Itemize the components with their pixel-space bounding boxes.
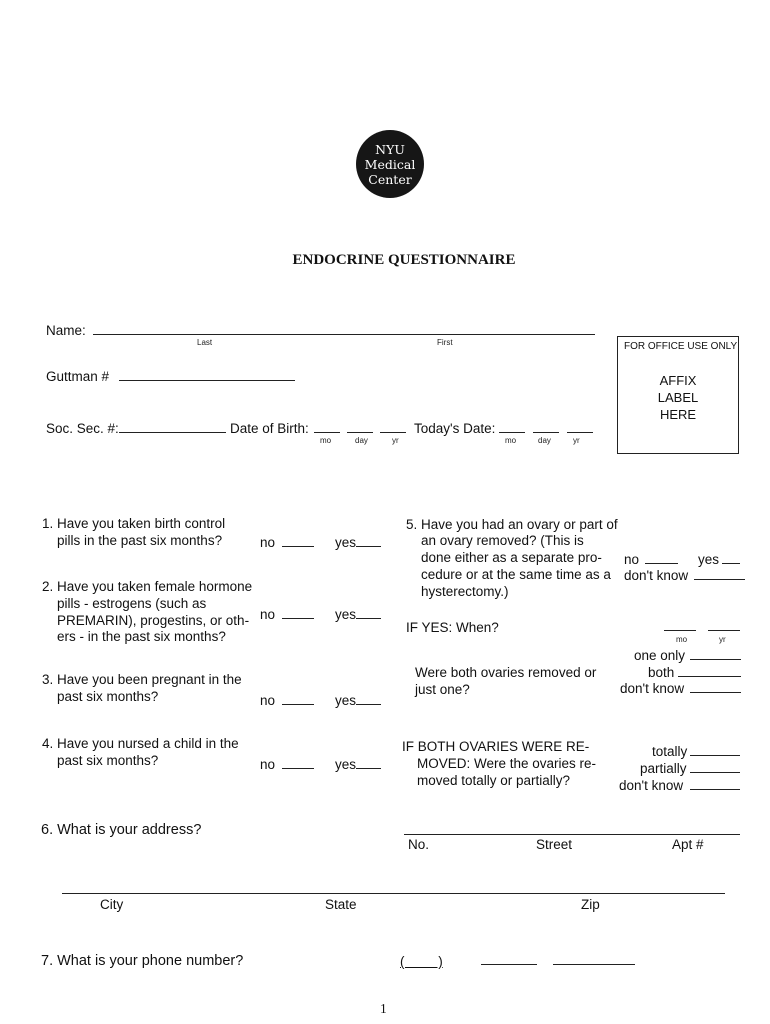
- when-year-field[interactable]: [708, 630, 740, 631]
- q4-yes-field[interactable]: [356, 768, 381, 769]
- address-state-caption: State: [325, 897, 357, 912]
- q2-no-label: no: [260, 607, 276, 622]
- ssn-label: Soc. Sec. #:: [46, 421, 119, 436]
- q4-no-label: no: [260, 757, 276, 772]
- both-q-line-2: just one?: [415, 682, 470, 697]
- dob-label: Date of Birth:: [230, 421, 309, 436]
- q1-yes-field[interactable]: [356, 546, 381, 547]
- page-title: ENDOCRINE QUESTIONNAIRE: [292, 252, 516, 268]
- q3-no-label: no: [260, 693, 276, 708]
- removal-dont-know-field[interactable]: [690, 789, 740, 790]
- today-label: Today's Date:: [414, 421, 496, 436]
- today-year-field[interactable]: [567, 432, 593, 433]
- when-mo-caption: mo: [676, 635, 688, 644]
- q3-yes-label: yes: [335, 693, 357, 708]
- dob-yr-caption: yr: [392, 436, 399, 445]
- dob-month-field[interactable]: [314, 432, 340, 433]
- one-only-field[interactable]: [690, 659, 741, 660]
- first-caption: First: [437, 338, 453, 347]
- q2-line-3: PREMARIN), progestins, or oth-: [57, 613, 250, 628]
- here-text: HERE: [659, 407, 697, 422]
- q7-label: 7. What is your phone number?: [41, 953, 244, 969]
- q1-line-2: pills in the past six months?: [57, 533, 223, 548]
- removal-dont-know-label: don't know: [619, 778, 684, 793]
- q3-line-2: past six months?: [57, 689, 159, 704]
- office-use-header: FOR OFFICE USE ONLY: [624, 341, 738, 352]
- q2-yes-label: yes: [335, 607, 357, 622]
- q1-line-1: 1. Have you taken birth control: [42, 516, 226, 531]
- q5-dont-know-field[interactable]: [694, 579, 745, 580]
- dob-year-field[interactable]: [380, 432, 406, 433]
- q3-no-field[interactable]: [282, 704, 314, 705]
- page-number: 1: [380, 1001, 387, 1016]
- address-no-caption: No.: [408, 837, 430, 852]
- partially-field[interactable]: [690, 772, 740, 773]
- q3-yes-field[interactable]: [356, 704, 381, 705]
- if-both-line-2: MOVED: Were the ovaries re-: [417, 756, 597, 771]
- today-day-field[interactable]: [533, 432, 559, 433]
- q5-yes-field[interactable]: [722, 563, 740, 564]
- dob-day-caption: day: [355, 436, 368, 445]
- today-yr-caption: yr: [573, 436, 580, 445]
- ssn-field[interactable]: [119, 432, 226, 433]
- address-street-field[interactable]: [404, 834, 740, 835]
- address-city-caption: City: [100, 897, 124, 912]
- today-month-field[interactable]: [499, 432, 525, 433]
- address-apt-caption: Apt #: [672, 837, 704, 852]
- address-city-field[interactable]: [62, 893, 725, 894]
- today-mo-caption: mo: [505, 436, 517, 445]
- both-q-line-1: Were both ovaries removed or: [415, 665, 597, 680]
- both-dont-know-label: don't know: [620, 681, 685, 696]
- phone-line-field[interactable]: [553, 964, 635, 965]
- one-only-label: one only: [634, 648, 686, 663]
- q1-no-label: no: [260, 535, 276, 550]
- dob-mo-caption: mo: [320, 436, 332, 445]
- if-both-line-1: IF BOTH OVARIES WERE RE-: [402, 739, 590, 754]
- q5-dont-know-label: don't know: [624, 568, 689, 583]
- nyu-medical-center-logo: [356, 130, 424, 198]
- phone-area-code-field[interactable]: ( ): [400, 954, 443, 969]
- q5-line-5: hysterectomy.): [421, 584, 509, 599]
- q4-line-1: 4. Have you nursed a child in the: [42, 736, 239, 751]
- both-field[interactable]: [678, 676, 741, 677]
- q5-no-label: no: [624, 552, 640, 567]
- totally-field[interactable]: [690, 755, 740, 756]
- q2-no-field[interactable]: [282, 618, 314, 619]
- q2-line-1: 2. Have you taken female hormone: [42, 579, 253, 594]
- both-dont-know-field[interactable]: [690, 692, 741, 693]
- q4-yes-label: yes: [335, 757, 357, 772]
- q5-line-4: cedure or at the same time as a: [421, 567, 611, 582]
- q2-line-4: ers - in the past six months?: [57, 629, 226, 644]
- logo-line-2: Medical: [364, 156, 416, 172]
- guttman-label: Guttman #: [46, 369, 110, 384]
- address-zip-caption: Zip: [581, 897, 600, 912]
- q2-yes-field[interactable]: [356, 618, 381, 619]
- q3-line-1: 3. Have you been pregnant in the: [42, 672, 242, 687]
- q5-yes-label: yes: [698, 552, 720, 567]
- q5-no-field[interactable]: [645, 563, 678, 564]
- office-use-box: [617, 336, 739, 454]
- last-caption: Last: [197, 338, 213, 347]
- if-both-line-3: moved totally or partially?: [417, 773, 571, 788]
- name-label: Name:: [46, 323, 86, 338]
- q1-no-field[interactable]: [282, 546, 314, 547]
- q5-line-1: 5. Have you had an ovary or part of: [406, 517, 618, 532]
- q1-yes-label: yes: [335, 535, 357, 550]
- q2-line-2: pills - estrogens (such as: [57, 596, 207, 611]
- today-day-caption: day: [538, 436, 551, 445]
- q6-label: 6. What is your address?: [41, 822, 202, 838]
- q5-line-2: an ovary removed? (This is: [421, 533, 584, 548]
- partially-label: partially: [640, 761, 687, 776]
- logo-line-3: Center: [368, 171, 412, 187]
- q4-line-2: past six months?: [57, 753, 159, 768]
- q5-line-3: done either as a separate pro-: [421, 550, 602, 565]
- dob-day-field[interactable]: [347, 432, 373, 433]
- when-yr-caption: yr: [719, 635, 726, 644]
- label-text: LABEL: [657, 390, 699, 405]
- name-field[interactable]: [93, 334, 595, 335]
- if-yes-label: IF YES: When?: [406, 620, 499, 635]
- when-month-field[interactable]: [664, 630, 696, 631]
- affix-text: AFFIX: [659, 373, 697, 388]
- address-street-caption: Street: [536, 837, 573, 852]
- totally-label: totally: [652, 744, 688, 759]
- logo-line-1: NYU: [375, 141, 405, 157]
- phone-prefix-field[interactable]: [481, 964, 537, 965]
- both-label: both: [648, 665, 675, 680]
- q4-no-field[interactable]: [282, 768, 314, 769]
- guttman-field[interactable]: [119, 380, 295, 381]
